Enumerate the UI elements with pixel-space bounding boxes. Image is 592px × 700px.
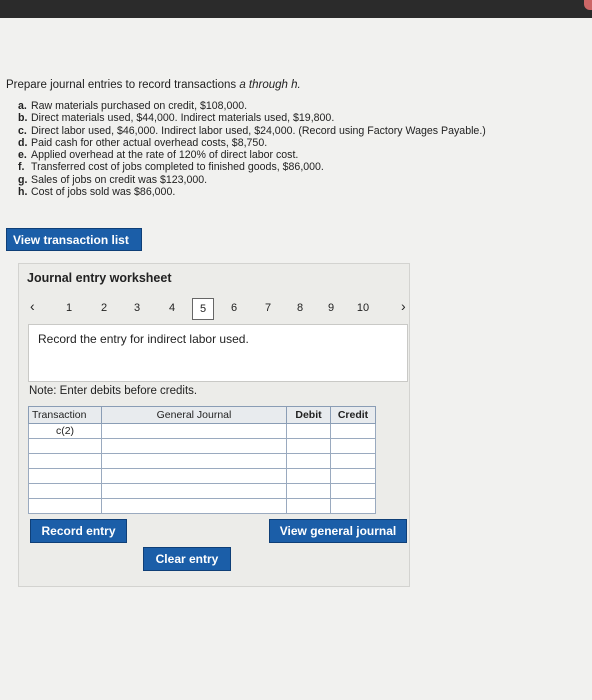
instructions-heading bbox=[6, 79, 301, 91]
transaction-item: e. Applied overhead at the rate of 120% of direct labor cost. bbox=[18, 149, 299, 162]
debit-input[interactable] bbox=[287, 484, 331, 499]
transaction-cell: c(2) bbox=[29, 424, 102, 439]
transaction-item: g. Sales of jobs on credit was $123,000. bbox=[18, 173, 208, 186]
debit-input[interactable] bbox=[287, 499, 331, 514]
table-header-row bbox=[29, 407, 376, 424]
transaction-cell bbox=[29, 454, 102, 469]
page-2[interactable]: 2 bbox=[100, 302, 108, 314]
view-general-journal-button[interactable]: View general journal bbox=[269, 519, 407, 543]
account-input[interactable] bbox=[102, 424, 287, 439]
transaction-item: h. Cost of jobs sold was $86,000. bbox=[18, 186, 176, 199]
table-row bbox=[29, 499, 376, 514]
page-10[interactable]: 10 bbox=[356, 302, 370, 314]
table-row bbox=[29, 439, 376, 454]
page-3[interactable]: 3 bbox=[133, 302, 141, 314]
debit-input[interactable] bbox=[287, 454, 331, 469]
transaction-item: b. Direct materials used, $44,000. Indirect materials used, $19,800. bbox=[18, 112, 335, 125]
header-transaction: Transaction bbox=[29, 407, 102, 424]
transaction-cell bbox=[29, 469, 102, 484]
debit-input[interactable] bbox=[287, 439, 331, 454]
debit-input[interactable] bbox=[287, 469, 331, 484]
page-1[interactable]: 1 bbox=[65, 302, 73, 314]
transaction-list bbox=[18, 100, 486, 198]
account-input[interactable] bbox=[102, 439, 287, 454]
entry-instruction-box bbox=[28, 324, 408, 382]
chevron-right-icon[interactable]: › bbox=[401, 298, 406, 314]
clear-entry-button[interactable]: Clear entry bbox=[143, 547, 231, 571]
credit-input[interactable] bbox=[331, 499, 376, 514]
transaction-cell bbox=[29, 439, 102, 454]
header-general-journal: General Journal bbox=[102, 407, 287, 424]
account-input[interactable] bbox=[102, 484, 287, 499]
credit-input[interactable] bbox=[331, 454, 376, 469]
journal-entry-table bbox=[28, 406, 376, 514]
page-4[interactable]: 4 bbox=[168, 302, 176, 314]
transaction-cell bbox=[29, 499, 102, 514]
page-8[interactable]: 8 bbox=[296, 302, 304, 314]
page-6[interactable]: 6 bbox=[230, 302, 238, 314]
page-7[interactable]: 7 bbox=[264, 302, 272, 314]
transaction-item: d. Paid cash for other actual overhead costs, $8,750. bbox=[18, 136, 268, 149]
transaction-item: f. Transferred cost of jobs completed to finished goods, $86,000. bbox=[18, 161, 324, 174]
transaction-cell bbox=[29, 484, 102, 499]
credit-input[interactable] bbox=[331, 469, 376, 484]
debit-input[interactable] bbox=[287, 424, 331, 439]
header-debit: Debit bbox=[287, 407, 331, 424]
account-input[interactable] bbox=[102, 499, 287, 514]
header-credit: Credit bbox=[331, 407, 376, 424]
debits-note: Note: Enter debits before credits. bbox=[29, 385, 198, 397]
instructions-text: Prepare journal entries to record transactions bbox=[6, 79, 240, 91]
browser-top-bar bbox=[0, 0, 592, 18]
credit-input[interactable] bbox=[331, 424, 376, 439]
chevron-left-icon[interactable]: ‹ bbox=[30, 298, 35, 314]
page-5-active[interactable]: 5 bbox=[192, 298, 214, 320]
table-row bbox=[29, 469, 376, 484]
account-input[interactable] bbox=[102, 469, 287, 484]
credit-input[interactable] bbox=[331, 439, 376, 454]
window-corner-indicator bbox=[584, 0, 592, 10]
record-entry-button[interactable]: Record entry bbox=[30, 519, 127, 543]
table-row bbox=[29, 454, 376, 469]
page-9[interactable]: 9 bbox=[327, 302, 335, 314]
view-transaction-list-button[interactable]: View transaction list bbox=[6, 228, 142, 251]
credit-input[interactable] bbox=[331, 484, 376, 499]
table-row bbox=[29, 484, 376, 499]
transaction-item: c. Direct labor used, $46,000. Indirect labor used, $24,000. (Record using Factory Wages Payable.) bbox=[18, 124, 486, 137]
transaction-item: a. Raw materials purchased on credit, $108,000. bbox=[18, 100, 248, 112]
instructions-range: a through h. bbox=[239, 79, 301, 91]
account-input[interactable] bbox=[102, 454, 287, 469]
worksheet-title: Journal entry worksheet bbox=[27, 271, 172, 285]
table-row bbox=[29, 424, 376, 439]
entry-instruction-text: Record the entry for indirect labor used. bbox=[38, 332, 249, 346]
